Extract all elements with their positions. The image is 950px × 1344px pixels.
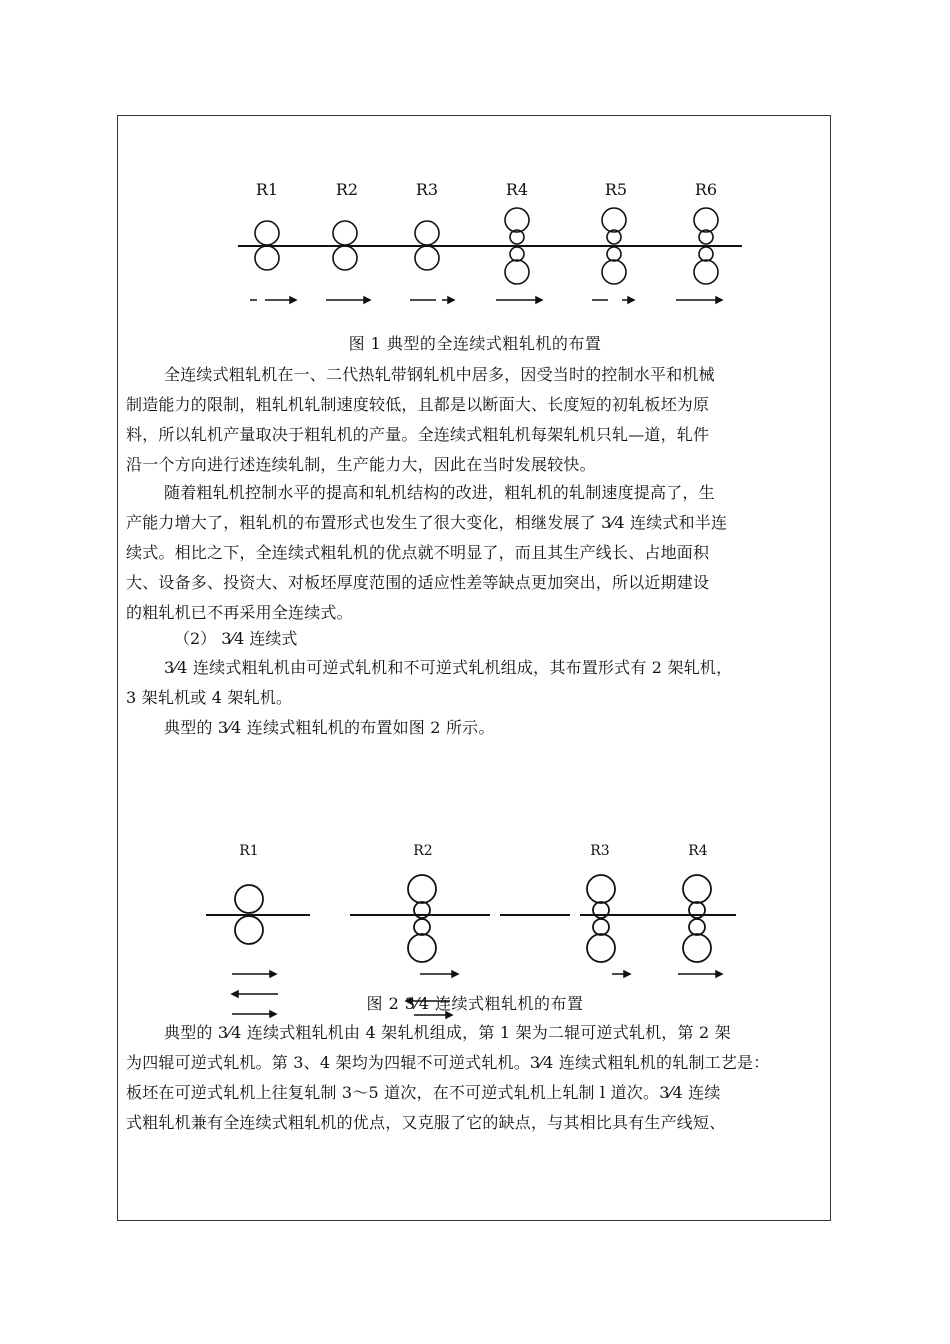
forward-arrow [612,971,630,977]
direction-arrow [496,297,542,303]
direction-arrow [326,297,370,303]
stand-label-r4: R4 [505,180,529,199]
figure-2-caption: 图 2 3⁄4 连续式粗轧机的布置 [366,994,584,1013]
four-high-stand [683,875,711,962]
stand-label-r6: R6 [694,180,718,199]
figure-1-diagram [230,170,750,315]
figure-1-caption: 图 1 典型的全连续式粗轧机的布置 [348,334,602,353]
direction-arrow [410,297,454,303]
direction-arrow [676,297,722,303]
paragraph-line: 式粗轧机兼有全连续式粗轧机的优点，又克服了它的缺点，与其相比具有生产线短、 [126,1113,726,1132]
paragraph-line: 典型的 3⁄4 连续式粗轧机由 4 架轧机组成，第 1 架为二辊可逆式轧机，第 2 架 [164,1023,731,1042]
paragraph-line: 沿一个方向进行述连续轧制，生产能力大，因此在当时发展较快。 [126,455,596,474]
four-high-stand [587,875,615,962]
direction-arrow [250,297,296,303]
forward-arrow [232,971,276,977]
forward-arrow [420,971,458,977]
stand-label-r2: R2 [335,180,359,199]
stand-label-r3: R3 [415,180,439,199]
paragraph-2 [126,478,826,628]
paragraph-line: 3⁄4 连续式粗轧机由可逆式轧机和不可逆式轧机组成，其布置形式有 2 架轧机， [164,658,733,677]
stand-label-r5: R5 [604,180,628,199]
paragraph-line: 为四辊可逆式轧机。第 3、4 架均为四辊不可逆式轧机。3⁄4 连续式粗轧机的轧制工艺是： [126,1053,770,1072]
stand-label-r3: R3 [590,843,610,859]
paragraph-line: 续式。相比之下，全连续式粗轧机的优点就不明显了，而且其生产线长、占地面积 [126,543,710,562]
paragraph-line: 典型的 3⁄4 连续式粗轧机的布置如图 2 所示。 [164,718,495,737]
stand-label-r1: R1 [239,843,259,859]
four-high-stand [408,875,436,962]
forward-arrow [678,971,722,977]
paragraph-line: 大、设备多、投资大、对板坯厚度范围的适应性差等缺点更加突出，所以近期建设 [126,573,710,592]
direction-arrow [592,297,634,303]
paragraph-4 [126,713,826,743]
stand-label-r1: R1 [255,180,279,199]
paragraph-line: 3 架轧机或 4 架轧机。 [126,688,293,707]
paragraph-line: 的粗轧机已不再采用全连续式。 [126,603,353,622]
paragraph-line: 全连续式粗轧机在一、二代热轧带钢轧机中居多，因受当时的控制水平和机械 [164,365,715,384]
stand-label-r2: R2 [413,843,433,859]
paragraph-line: 制造能力的限制，粗轧机轧制速度较低，且都是以断面大、长度短的初轧板坯为原 [126,395,710,414]
paragraph-line: 随着粗轧机控制水平的提高和轧机结构的改进，粗轧机的轧制速度提高了，生 [164,483,715,502]
stand-label-r4: R4 [688,843,708,859]
paragraph-line: 料，所以轧机产量取决于粗轧机的产量。全连续式粗轧机每架轧机只轧—道，轧件 [126,425,710,444]
paragraph-5 [126,1018,826,1138]
paragraph-3 [126,653,826,713]
paragraph-1 [126,360,826,480]
paragraph-line: 产能力增大了，粗轧机的布置形式也发生了很大变化，相继发展了 3⁄4 连续式和半连 [126,513,728,532]
section-heading: （2） 3⁄4 连续式 [174,629,298,648]
paragraph-line: 板坯在可逆式轧机上往复轧制 3～5 道次，在不可逆式轧机上轧制 l 道次。3⁄4 连续 [126,1083,721,1102]
